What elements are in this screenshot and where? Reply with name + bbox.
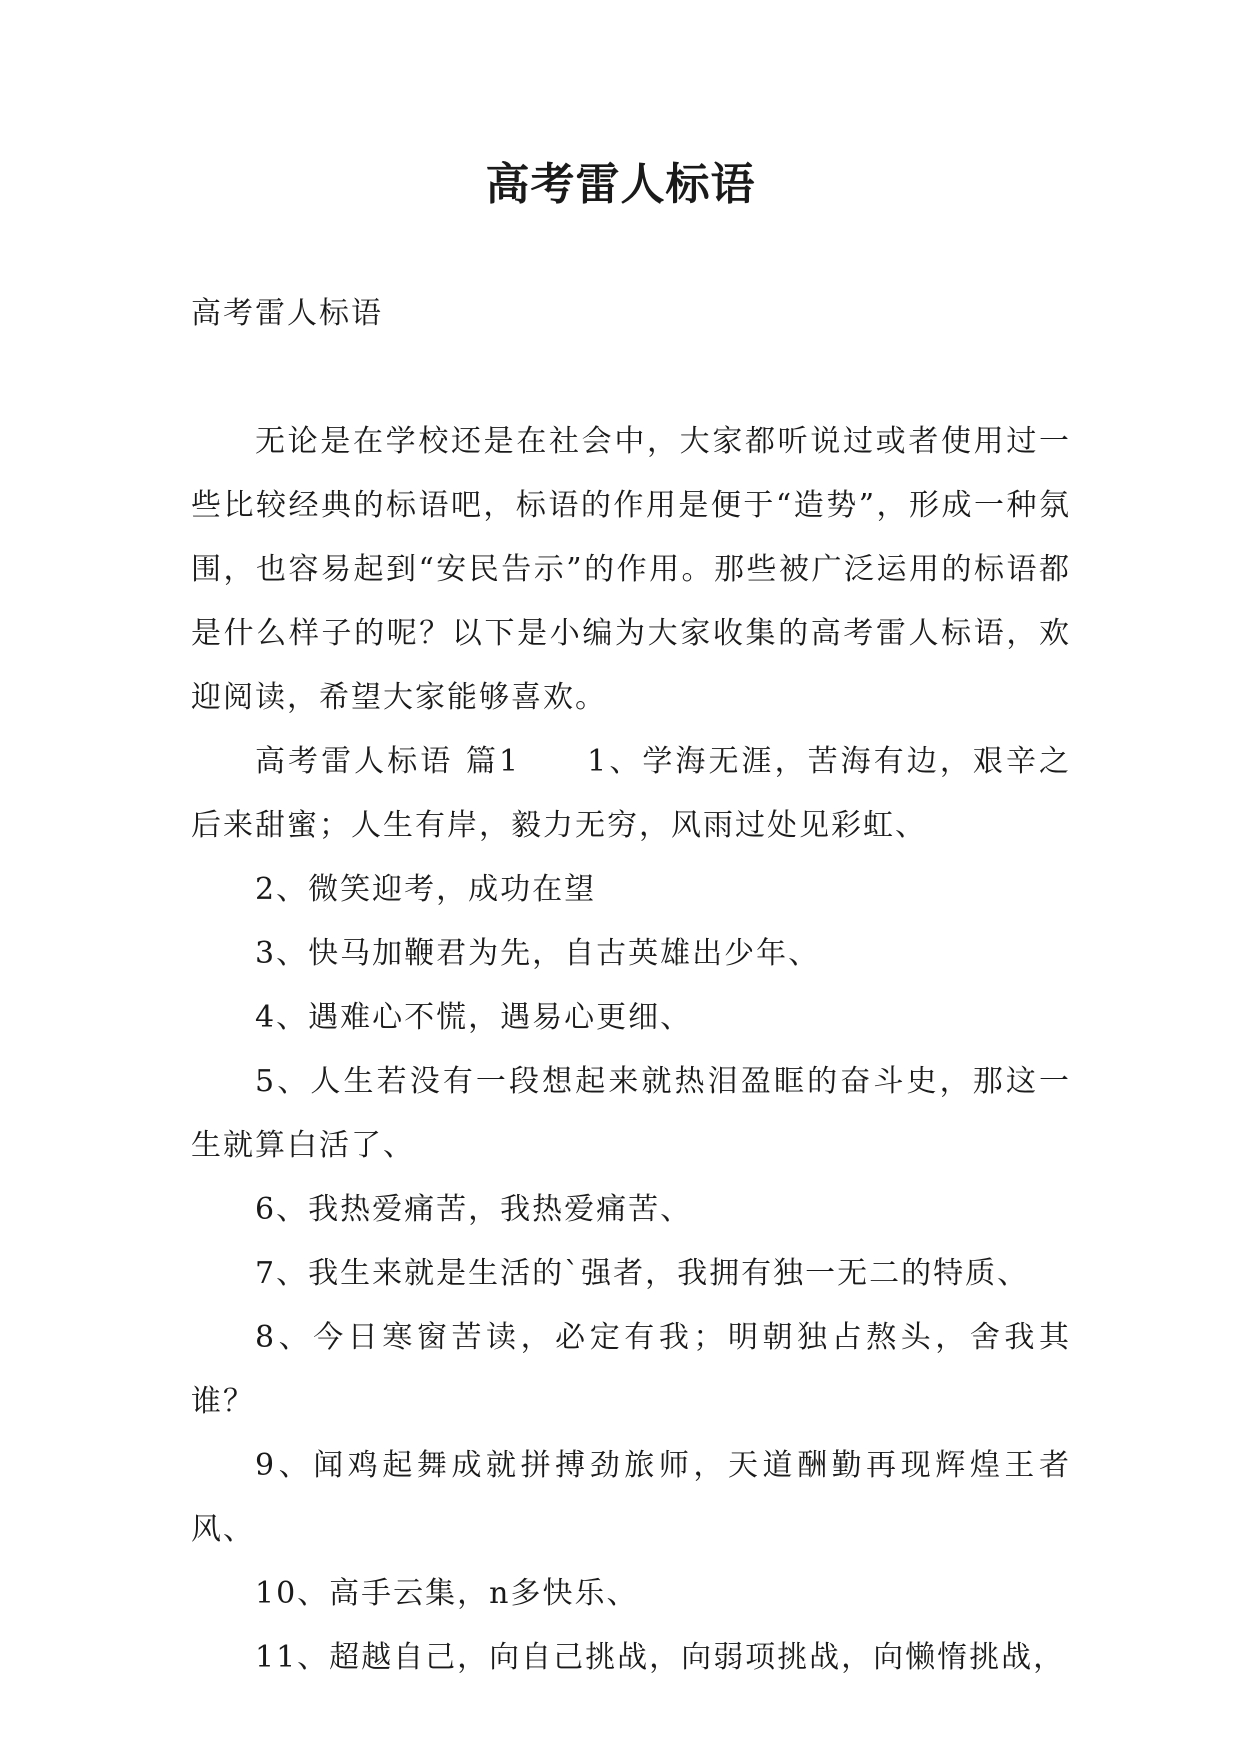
- document-subtitle: 高考雷人标语: [191, 296, 383, 331]
- slogan-item-9: 9、闻鸡起舞成就拼搏劲旅师，天道酬勤再现辉煌王者风、: [191, 1448, 1071, 1547]
- document-body: [191, 282, 1071, 1690]
- slogan-item-7: 7、我生来就是生活的`强者，我拥有独一无二的特质、: [255, 1256, 1030, 1291]
- slogan-item-3: 3、快马加鞭君为先，自古英雄出少年、: [255, 936, 821, 971]
- intro-paragraph: 无论是在学校还是在社会中，大家都听说过或者使用过一些比较经典的标语吧，标语的作用是便于“造势”，形成一种氛围，也容易起到“安民告示”的作用。那些被广泛运用的标语都是什么样子的呢？以下是小编为大家收集的高考雷人标语，欢迎阅读，希望大家能够喜欢。: [191, 424, 1071, 715]
- slogan-item-5: 5、人生若没有一段想起来就热泪盈眶的奋斗史，那这一生就算白活了、: [191, 1064, 1071, 1163]
- slogan-item-8: 8、今日寒窗苦读，必定有我；明朝独占熬头，舍我其谁？: [191, 1320, 1071, 1419]
- slogan-item-6: 6、我热爱痛苦，我热爱痛苦、: [255, 1192, 693, 1227]
- slogan-item-4: 4、遇难心不慌，遇易心更细、: [255, 1000, 693, 1035]
- slogan-item-10: 10、高手云集，n多快乐、: [255, 1576, 639, 1611]
- slogan-item-11: 11、超越自己，向自己挑战，向弱项挑战，向懒惰挑战，: [255, 1640, 1066, 1675]
- slogan-item-2: 2、微笑迎考，成功在望: [255, 872, 597, 907]
- document-title: 高考雷人标语: [485, 159, 756, 210]
- slogan-item-1: 高考雷人标语 篇1 1、学海无涯，苦海有边，艰辛之后来甜蜜；人生有岸，毅力无穷，风雨过处见彩虹、: [191, 744, 1071, 843]
